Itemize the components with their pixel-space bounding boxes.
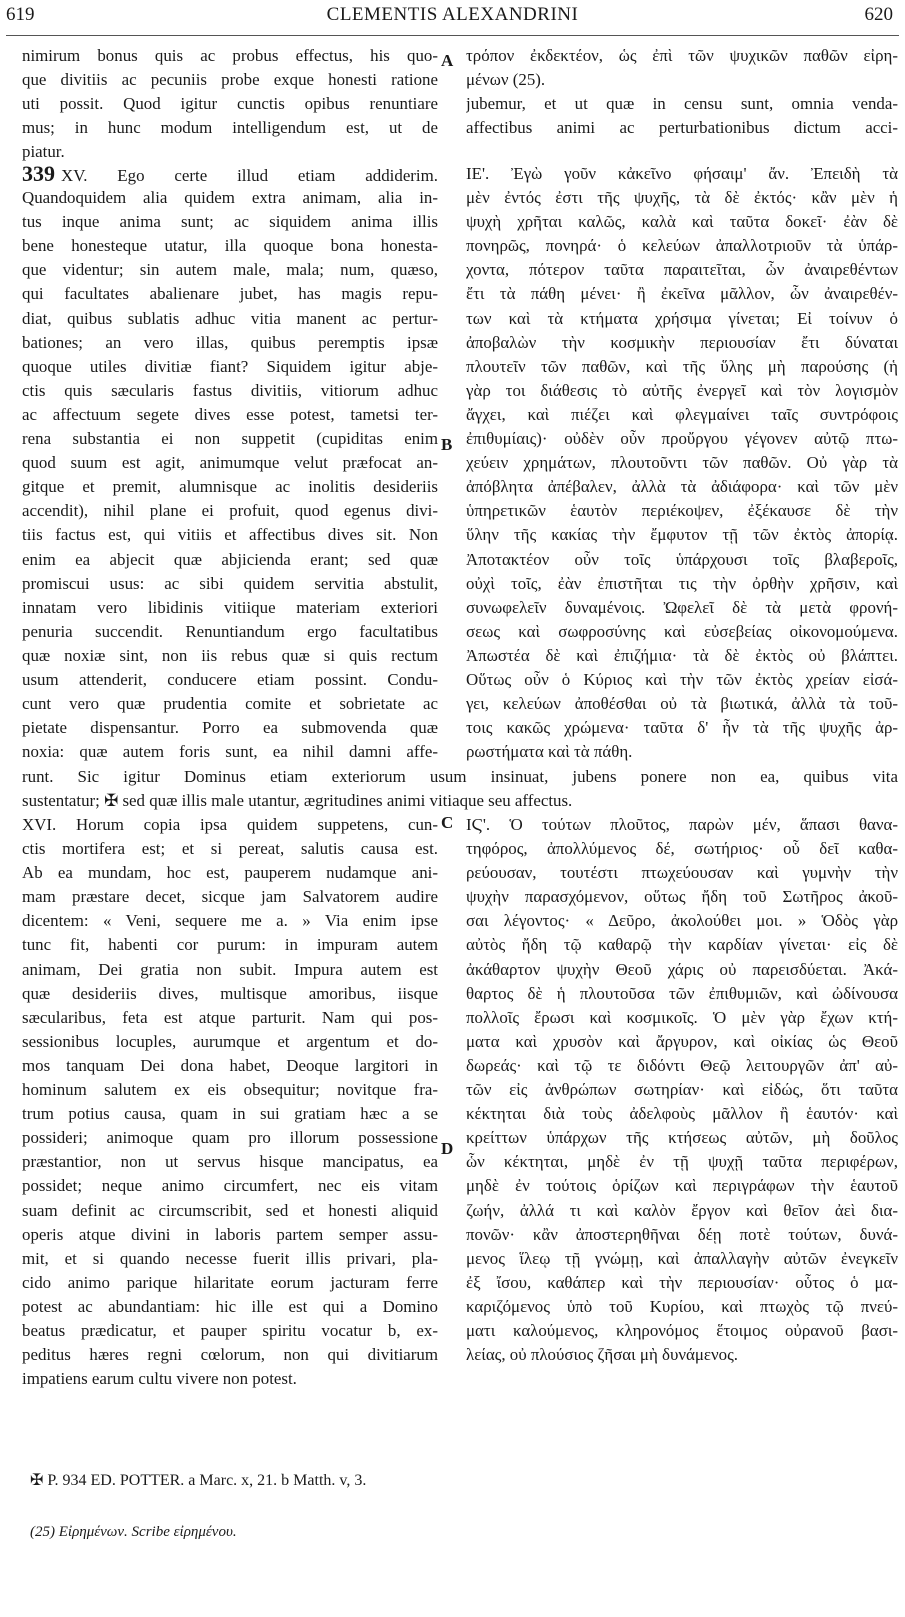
text-line-content: XV. Ego certe illud etiam addiderim.	[61, 166, 438, 185]
text-line: quæ noxiæ sint, non iis rebus quæ si quis rectum	[22, 645, 438, 665]
text-line: ἀπόβλητα ἀπέβαλεν, ἀλλὰ τὰ ἀδιάφορα· καὶ τῶν μὲν	[466, 477, 898, 497]
margin-letter-c: C	[441, 813, 454, 832]
text-line: ψυχὴν παρασχόμενον, οὕτως ἤδη τοῦ Σωτῆρος ἀκοῦ-	[466, 887, 898, 907]
text-line: sustentatur; ✠ sed quæ illis male utantur, ægritudines animi vitiaque seu affectus.	[22, 791, 573, 811]
text-line: uti possit. Quod igitur cunctis opibus renuntiare	[22, 94, 438, 114]
latin-column-block1	[22, 44, 438, 164]
text-line: ὕλην τῆς κακίας τὴν ἔμφυτον τῇ τῶν ἐκτὸς ἀπορίᾳ.	[466, 525, 898, 545]
full-width-lines	[22, 765, 898, 813]
text-line: affectibus animi ac perturbationibus dictum acci-	[466, 118, 898, 138]
greek-column-block3	[466, 813, 898, 1367]
text-line: πολλοῖς ἔρωσι καὶ κοσμικοῖς. Ὁ μὲν γὰρ ἔχων κτή-	[466, 1007, 898, 1027]
text-line: trum potius causa, quam in sui gratiam hæc a se	[22, 1104, 438, 1124]
text-line: operis atque divini in laboris partem semper assu-	[22, 1224, 438, 1244]
text-line: animam, Dei gratia non subit. Impura autem est	[22, 959, 438, 979]
text-line: sessionibus locuples, aurumque et argentum et do-	[22, 1031, 438, 1051]
text-line: σεως καὶ σωφροσύνης καὶ εὐσεβείας οἰκονομούμενα.	[466, 621, 898, 641]
text-line: tunc fit, habenti cor purum: in impuram autem	[22, 935, 438, 955]
text-line: Οὕτως οὖν ὁ Κύριος καὶ τὴν τῶν ἐκτὸς χρείαν εἰσά-	[466, 669, 898, 689]
text-line: γὰρ τοι διάθεσις τὸ αὐτῆς ἐνεργεῖ καὶ τὸν λογισμὸν	[466, 380, 898, 400]
text-line: bene honesteque utatur, illa quoque bona honesta-	[22, 236, 438, 256]
text-line: sæcularibus, feta est atque parturit. Nam qui pos-	[22, 1007, 438, 1027]
text-line: ΙΕ'. Ἐγὼ γοῦν κἀκεῖνο φήσαιμ' ἄν. Ἐπειδὴ τὰ	[466, 164, 898, 183]
latin-column-block3	[22, 813, 438, 1391]
text-line: Ἀπωστέα δὲ καὶ ἐπιζήμια· τὰ δὲ ἐκτὸς οὐ βλάπτει.	[466, 645, 898, 665]
greek-column-block2	[466, 162, 898, 764]
text-line: dicentem: « Veni, sequere me a. » Via enim ipse	[22, 911, 438, 931]
text-line: μενος ἵλεῳ τῇ γνώμῃ, καὶ ἀπαλλαγὴν αὐτῶν ἐνεγκεῖν	[466, 1248, 898, 1268]
text-line: ἐπιθυμίαις)· οὐδὲν οὖν προὔργου γέγονεν αὐτῷ πτω-	[466, 429, 898, 449]
text-line: diat, quibus sublatis adhuc vitia manent ac pertur-	[22, 308, 438, 328]
text-line: beatus prædicatur, et pauper spiritu vocatur b, ex-	[22, 1320, 438, 1340]
text-line: ctis mortifera est; et si pereat, salutis causa est.	[22, 839, 438, 859]
text-line: ὧν κέκτηται, μηδὲ ἐν τῇ ψυχῇ ταῦτα περιφέρων,	[466, 1152, 898, 1172]
margin-letter-a: A	[441, 51, 454, 70]
footnote-references: ✠ P. 934 ED. POTTER. a Marc. x, 21. b Matth. v, 3.	[30, 1472, 367, 1489]
text-line: runt. Sic igitur Dominus etiam exteriorum usum insinuat, jubens ponere non ea, quibus vita	[22, 767, 898, 786]
text-line: Ab ea mundam, hoc est, pauperem nudamque ani-	[22, 863, 438, 883]
text-line: ὑπηρετικῶν ἑαυτὸν περιέκοψεν, ἐξέκαυσε δὲ τὴν	[466, 501, 898, 521]
text-line: ζωήν, ἀλλά τι καὶ καλὸν ἔργον καὶ θεῖον ἀεὶ δια-	[466, 1200, 898, 1220]
text-line: ρωστήματα καὶ τὰ πάθη.	[466, 742, 633, 762]
text-line: mus; in hunc modum intelligendum est, ut de	[22, 118, 438, 138]
text-line: σαι λέγοντος· « Δεῦρο, ἀκολούθει μοι. » Ὁδὸς γὰρ	[466, 911, 898, 931]
text-line: cunt vero quæ prudentia comite et sobrietate ac	[22, 694, 438, 714]
text-line	[22, 162, 438, 186]
text-line: innatam vero libidinis vitiique materiam exteriori	[22, 597, 438, 617]
text-line: hominum salutem ex eis obsequitur; novitque fra-	[22, 1080, 438, 1100]
text-line: τρόπον ἐκδεκτέον, ὡς ἐπὶ τῶν ψυχικῶν παθῶν εἰρη-	[466, 46, 898, 65]
text-line: ΙϚ'. Ὁ τούτων πλοῦτος, παρὼν μέν, ἅπασι θανα-	[466, 815, 898, 834]
running-title: CLEMENTIS ALEXANDRINI	[326, 4, 579, 25]
text-line: θαρτος δὲ ἡ πλουτοῦσα τῶν ἐπιθυμιῶν, καὶ ὠδίνουσα	[466, 983, 898, 1003]
header-rule	[6, 35, 899, 36]
text-line: ἄγχει, καὶ πιέζει καὶ φλεγμαίνει ταῖς συντρόφοις	[466, 404, 898, 424]
text-line: δωρεάς· καὶ τῷ τε διδόντι Θεῷ λειτουργῶν ἀπ' αὐ-	[466, 1055, 898, 1075]
text-line: mam præstare decet, sicque jam Salvatorem audire	[22, 887, 438, 907]
text-line: ρεύουσαν, τουτέστι πτωχεύουσαν καὶ γυμνὴν τὴν	[466, 863, 898, 883]
critical-note: (25) Εἰρημένων. Scribe εἰρημένου.	[30, 1524, 237, 1540]
text-line: nimirum bonus quis ac probus effectus, his quo-	[22, 46, 438, 65]
text-line: tiis factus est, qui vitiis et affectibus dives sit. Non	[22, 525, 438, 545]
text-line: usum attenderit, conducere etiam possint. Condu-	[22, 669, 438, 689]
margin-letter-d: D	[441, 1139, 454, 1158]
text-line: Ἀποτακτέον οὖν τοῖς ὑπάρχουσι τοῖς βλαβεροῖς,	[466, 549, 898, 569]
text-line: suam definit ac circumscribit, sed et honesti aliquid	[22, 1200, 438, 1220]
text-line: ctis quis sæcularis fastus divitiis, vitiorum adhuc	[22, 380, 438, 400]
text-line: ψυχὴ χρῆται καλῶς, καλὰ καὶ ταῦτα δοκεῖ· ἐὰν δὲ	[466, 212, 898, 232]
text-line: ἀκάθαρτον ψυχὴν Θεοῦ χάρις οὐ παρεισδύεται. Ἀκά-	[466, 959, 898, 979]
text-line: gitque et premit, alumnisque ac inolitis desideriis	[22, 477, 438, 497]
text-line: rena substantia ei non suppetit (cupiditas enim	[22, 429, 438, 449]
text-line: que videntur; sin autem male, mala; num, quæso,	[22, 260, 438, 280]
text-line: αὐτὸς ἤδη τῷ καθαρῷ τὴν καρδίαν γίνεται· εἰς δὲ	[466, 935, 898, 955]
text-line: πλουτεῖν τῶν παθῶν, καὶ τῆς ὕλης μὴ παρούσης (ἡ	[466, 356, 898, 376]
text-line: λείας, οὐ πλούσιος ζῆσαι μὴ δυνάμενος.	[466, 1345, 738, 1365]
text-line: συνωφελεῖν δυναμένοις. Ὠφελεῖ δὲ τὰ μετὰ φρονή-	[466, 597, 898, 617]
text-line: ματι καλούμενος, κληρονόμος ἕτοιμος οὐρανοῦ βασι-	[466, 1320, 898, 1340]
text-line: μένων (25).	[466, 70, 546, 90]
text-line: piatur.	[22, 142, 65, 162]
section-number: 339	[22, 162, 55, 186]
text-line: quoque utiles divitiæ fiant? Siquidem igitur abje-	[22, 356, 438, 376]
text-line: χοντα, πότερον ταῦτα παραιτεῖται, ὧν ἀναιρεθέντων	[466, 260, 898, 280]
text-line: καριζόμενος ὑπὸ τοῦ Κυρίου, καὶ πτωχὸς τῷ πνεύ-	[466, 1296, 898, 1316]
text-line: quod suum est agit, animumque velut præfocat an-	[22, 453, 438, 473]
margin-letter-b: B	[441, 435, 453, 454]
text-line: τοις κακῶς χρώμενα· ταῦτα δ' ἦν τὰ τῆς ψυχῆς ἀρ-	[466, 718, 898, 738]
text-line: noxia: quæ autem foris sunt, ea nihil damni affe-	[22, 742, 438, 762]
text-line: των καὶ τὰ κτήματα χρήσιμα γίνεται; Εἰ τοίνυν ὁ	[466, 308, 898, 328]
text-line: ἐξ ἴσου, καθάπερ καὶ τὴν περιουσίαν· οὗτος ὁ μα-	[466, 1272, 898, 1292]
text-line: possidet; neque animo circumfert, nec eis vitam	[22, 1176, 438, 1196]
page-number-left: 619	[6, 4, 35, 25]
text-line: κρείττων ὑπάρχων τῆς κτήσεως αὐτῶν, μὴ δοῦλος	[466, 1128, 898, 1148]
text-line: ac affectuum segete dives esse potest, tametsi ter-	[22, 404, 438, 424]
text-line: que divitiis ac pecuniis probe exque honesti ratione	[22, 70, 438, 90]
greek-column-block1	[466, 44, 898, 140]
text-line: accendit), nihil plane ei profuit, quod egenus divi-	[22, 501, 438, 521]
latin-column-block2	[22, 162, 438, 764]
text-line: τῶν εἰς ἀνθρώπων σωτηρίαν· καὶ εἰδώς, ὅτι ταῦτα	[466, 1080, 898, 1100]
text-line: κέκτηται διὰ τοὺς ἀδελφοὺς μᾶλλον ἢ ἑαυτόν· καὶ	[466, 1104, 898, 1124]
text-line: potest ac abundantiam: hic ille est qui a Domino	[22, 1296, 438, 1316]
page-number-right: 620	[864, 4, 893, 25]
running-header	[0, 4, 905, 30]
text-line: pietate dispensantur. Porro ea submovenda quæ	[22, 718, 438, 738]
text-line: mos tanquam Dei dona habet, Deoque largitori in	[22, 1055, 438, 1075]
text-line: cido animo parique hilaritate eorum jacturam ferre	[22, 1272, 438, 1292]
text-line: penuria succendit. Renuntiandum ergo facultatibus	[22, 621, 438, 641]
text-line: qui facultates abalienare jubet, has magis repu-	[22, 284, 438, 304]
text-line: enim ea abjecit quæ abjicienda erant; sed quæ	[22, 549, 438, 569]
text-line: bationes; an vero illas, quibus peremptis ipsæ	[22, 332, 438, 352]
text-line: πονηρῶς, πονηρά· ὁ κελεύων ἀπαλλοτριοῦν τὰ ὑπάρ-	[466, 236, 898, 256]
text-line: impatiens earum cultu vivere non potest.	[22, 1369, 297, 1389]
text-line: τηφόρος, ἀπολλύμενος δέ, σωτήριος· οὗ δεῖ καθα-	[466, 839, 898, 859]
text-line: quæ desideriis dives, multisque amoribus, iisque	[22, 983, 438, 1003]
text-line: jubemur, et ut quæ in censu sunt, omnia venda-	[466, 94, 898, 114]
text-line: promiscui usus: ac sibi quidem servitia abstulit,	[22, 573, 438, 593]
text-line: tus inque anima sunt; ac siquidem anima illis	[22, 212, 438, 232]
text-line: possideri; animoque quam pro illorum possessione	[22, 1128, 438, 1148]
text-line: μὲν ἐντός ἐστι τῆς ψυχῆς, τὰ δὲ ἐκτός· κἂν μὲν ἡ	[466, 188, 898, 208]
text-line: peditus hæres regni cœlorum, non qui divitiarum	[22, 1345, 438, 1365]
text-line: χεύειν χρημάτων, πλουτοῦντι τῶν παθῶν. Οὐ γὰρ τὰ	[466, 453, 898, 473]
text-line: ἔτι τὰ πάθη μένει· ἢ ἐκεῖνα μᾶλλον, ὧν ἀναιρεθέν-	[466, 284, 898, 304]
text-line: ματα καὶ χρυσὸν καὶ ἄργυρον, καὶ οἰκίας ὡς Θεοῦ	[466, 1031, 898, 1051]
text-line: πονῶν· κἂν ἀποστερηθῆναι δέῃ ποτὲ τούτων, δυνά-	[466, 1224, 898, 1244]
text-line: μηδὲ ἐν τούτοις ὁρίζων καὶ περιγράφων τὴν ἑαυτοῦ	[466, 1176, 898, 1196]
text-line: οὐχὶ τοῖς, ἐὰν ἐπιστῆται τις τὴν ὀρθὴν χρῆσιν, καὶ	[466, 573, 898, 593]
text-line: Quandoquidem alia quidem extra animam, alia in-	[22, 188, 438, 208]
text-line: γει, κελεύων ἀποθέσθαι οὐ τὰ βιωτικά, ἀλλὰ τὰ τοῦ-	[466, 694, 898, 714]
text-line: XVI. Horum copia ipsa quidem suppetens, cun-	[22, 815, 438, 834]
text-line: mit, et si quando necesse fuerit illis privari, pla-	[22, 1248, 438, 1268]
text-line: ἀποβαλὼν τὴν κοσμικὴν περιουσίαν ἔτι δύναται	[466, 332, 898, 352]
text-line: præstantior, non ut servus hisque mancipatus, ea	[22, 1152, 438, 1172]
